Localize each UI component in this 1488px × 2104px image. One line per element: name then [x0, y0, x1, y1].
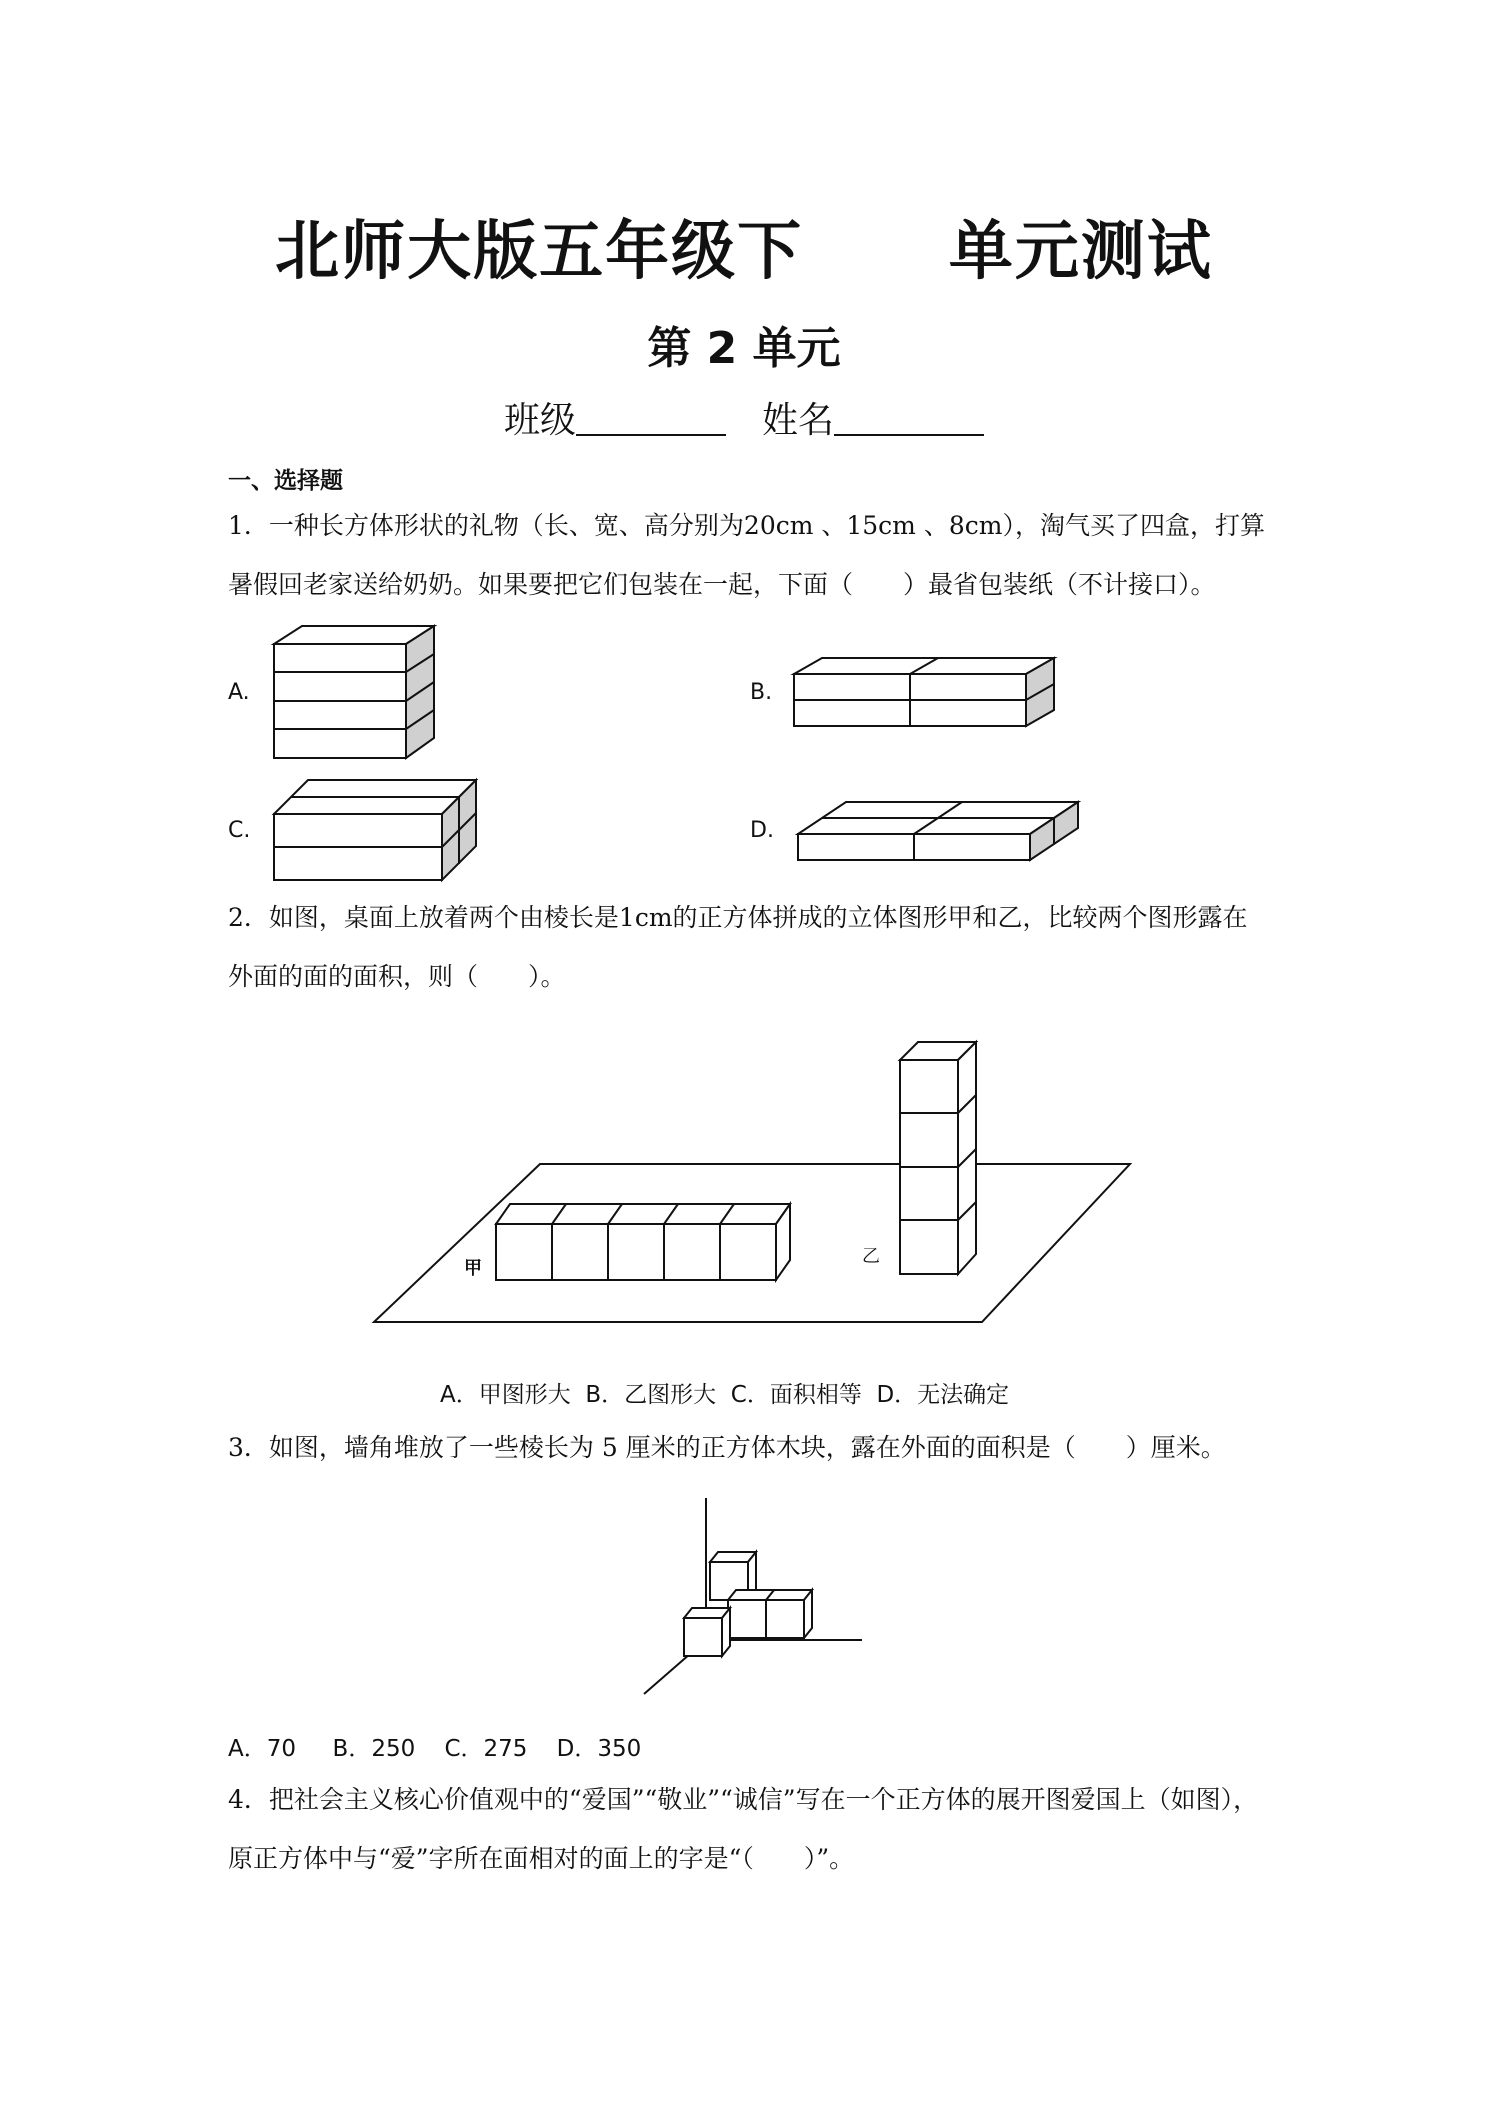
q1-option-b-label: B. — [750, 680, 773, 705]
q1-option-c-label: C. — [228, 818, 251, 843]
name-blank — [834, 400, 984, 436]
q2-choices: A．甲图形大 B．乙图形大 C．面积相等 D．无法确定 — [440, 1382, 1010, 1408]
question-3-text: 3．如图，墙角堆放了一些棱长为 5 厘米的正方体木块，露在外面的面积是（ ）厘米。 — [228, 1433, 1226, 1462]
q1-option-c-figure — [270, 776, 480, 886]
q1-option-d-figure — [794, 800, 1084, 866]
student-info — [0, 392, 1488, 443]
q1-option-a-figure — [270, 624, 440, 764]
class-label: 班级 — [503, 400, 576, 441]
question-4-text: 4．把社会主义核心价值观中的“爱国”“敬业”“诚信”写在一个正方体的展开图爱国上（如图），原正方体中与“爱”字所在面相对的面上的字是“（ ）”。 — [228, 1785, 1259, 1873]
q2-label-jia: 甲 — [464, 1258, 482, 1279]
q3-choices: A．70 B．250 C．275 D．350 — [228, 1736, 642, 1762]
unit-subtitle: 第 2 单元 — [647, 323, 841, 374]
page-title: 北师大版五年级下 单元测试 — [275, 215, 1213, 289]
class-blank — [576, 400, 726, 436]
section-title: 一、选择题 — [228, 468, 343, 494]
q2-figure — [370, 1040, 1140, 1330]
q1-option-a-label: A. — [228, 680, 250, 705]
q1-option-b-figure — [790, 656, 1060, 732]
q1-option-d-label: D. — [750, 818, 774, 843]
name-label: 姓名 — [762, 400, 835, 441]
q2-label-yi: 乙 — [862, 1246, 880, 1267]
question-1-text: 1．一种长方体形状的礼物（长、宽、高分别为20cm 、15cm 、8cm），淘气买了四盒，打算暑假回老家送给奶奶。如果要把它们包装在一起，下面（ ）最省包装纸（不计接口）。 — [228, 511, 1265, 599]
question-2-text: 2．如图，桌面上放着两个由棱长是1cm的正方体拼成的立体图形甲和乙，比较两个图形露在外面的面的面积，则（ ）。 — [228, 903, 1248, 991]
q3-figure — [640, 1496, 870, 1696]
